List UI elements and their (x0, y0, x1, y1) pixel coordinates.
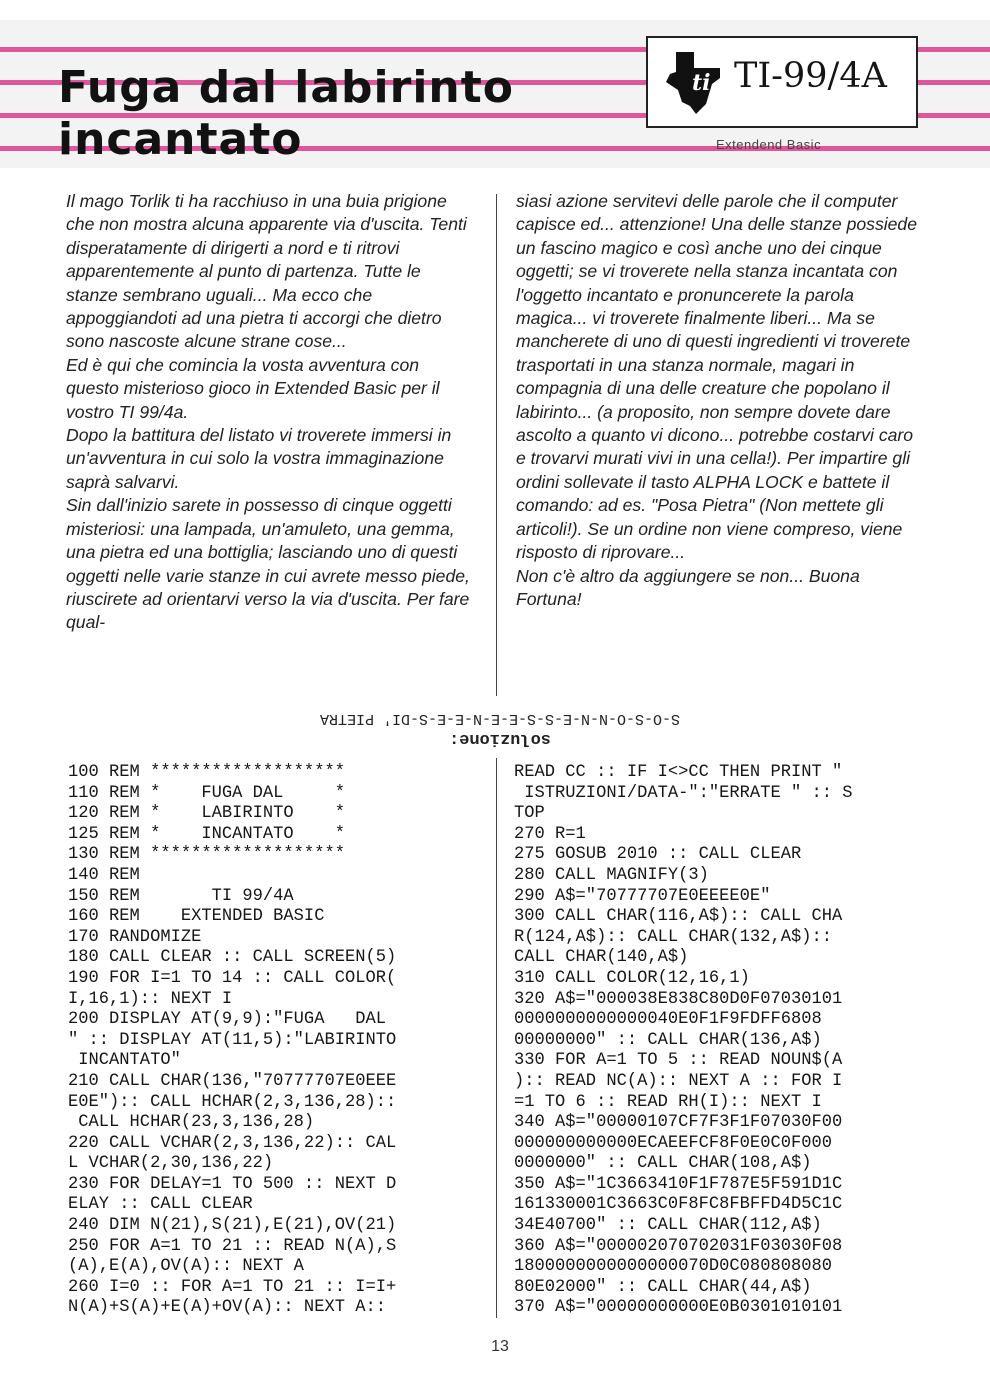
code-line: 190 FOR I=1 TO 14 :: CALL COLOR( (68, 968, 397, 988)
code-line: 220 CALL VCHAR(2,3,136,22):: CAL (68, 1133, 397, 1153)
paragraph: siasi azione servitevi delle parole che il computer capisce ed... attenzione! Una delle stanze possiede un fascino magico e così anche uno dei cinque oggetti; se vi troverete nella stanza incantata con l'oggetto incantato e pronuncerete la parola magica... vi troverete finalmente liberi... Ma se mancherete di uno di questi ingredienti vi troverete trasportati in una stanza normale, magari in compagnia di una delle creature che popolano il labirinto... (a proposito, non sempre dovete dare ascolto a quanto vi dicono... potrebbe costarvi caro e trovarvi murati vivi in una cella!). Per impartire gli ordini sollevate il tasto ALPHA LOCK e battete il comando: ad es. "Posa Pietra" (Non mettete gli articoli!). Se un ordine non viene compreso, viene risposto di riprovare... (516, 191, 918, 563)
code-line: 310 CALL COLOR(12,16,1) (514, 968, 750, 988)
code-line: 370 A$="00000000000E0B0301010101 (514, 1298, 843, 1318)
code-line: 160 REM EXTENDED BASIC (68, 907, 325, 927)
code-line: 80E02000" :: CALL CHAR(44,A$) (514, 1277, 812, 1297)
code-line: 34E40700" :: CALL CHAR(112,A$) (514, 1216, 822, 1236)
code-line: 100 REM ******************* (68, 763, 345, 782)
column-divider (496, 194, 497, 696)
code-line: =1 TO 6 :: READ RH(I):: NEXT I (514, 1092, 822, 1112)
code-line: 280 CALL MAGNIFY(3) (514, 865, 709, 885)
code-line: CALL HCHAR(23,3,136,28) (68, 1113, 315, 1133)
code-line: 260 I=0 :: FOR A=1 TO 21 :: I=I+ (68, 1277, 397, 1297)
code-line: 230 FOR DELAY=1 TO 500 :: NEXT D (68, 1174, 397, 1194)
code-line: 0000000" :: CALL CHAR(108,A$) (514, 1154, 812, 1174)
code-line: 000000000000ECAEEFCF8F0E0C0F000 (514, 1133, 832, 1153)
basic-listing-right (514, 763, 853, 1319)
code-line: CALL CHAR(140,A$) (514, 948, 689, 968)
code-line: 350 A$="1C3663410F1F787E5F591D1C (514, 1174, 843, 1194)
code-line: 130 REM ******************* (68, 845, 345, 865)
code-line: I,16,1):: NEXT I (68, 989, 233, 1009)
code-line: READ CC :: IF I<>CC THEN PRINT " (514, 763, 843, 782)
code-line: R(124,A$):: CALL CHAR(132,A$):: (514, 927, 832, 947)
paragraph: Sin dall'inizio sarete in possesso di cinque oggetti misteriosi: una lampada, un'amuleto, una gemma, una pietra ed una bottiglia; lasciando uno di questi oggetti nelle varie stanze in cui avrete messo piede, riuscirete ad orientarvi verso la via d'uscita. Per fare qual- (66, 495, 470, 633)
code-line: 270 R=1 (514, 824, 586, 844)
code-line: 180 CALL CLEAR :: CALL SCREEN(5) (68, 948, 397, 968)
code-line: 360 A$="000002070702031F03030F08 (514, 1236, 843, 1256)
system-badge (646, 36, 918, 128)
code-line: 240 DIM N(21),S(21),E(21),OV(21) (68, 1216, 397, 1236)
paragraph: Ed è qui che comincia la vosta avventura con questo misterioso gioco in Extended Basic per il vostro TI 99/4a. (66, 354, 440, 422)
code-line: 320 A$="000038E838C80D0F07030101 (514, 989, 843, 1009)
code-line: ELAY :: CALL CLEAR (68, 1195, 253, 1215)
code-line: " :: DISPLAY AT(11,5):"LABIRINTO (68, 1030, 397, 1050)
code-line: 161330001C3663C0F8FC8FBFFD4D5C1C (514, 1195, 843, 1215)
code-line: (A),E(A),OV(A):: NEXT A (68, 1257, 304, 1277)
code-line: ):: READ NC(A):: NEXT A :: FOR I (514, 1071, 843, 1091)
system-name: TI-99/4A (734, 56, 887, 96)
code-line: 290 A$="70777707E0EEEE0E" (514, 886, 771, 906)
intro-text-left (66, 190, 470, 635)
basic-listing-left (68, 763, 396, 1319)
svg-text:ti: ti (692, 70, 711, 96)
article-title: Fuga dal labirinto incantato (58, 62, 515, 165)
code-line: 275 GOSUB 2010 :: CALL CLEAR (514, 845, 802, 865)
paragraph: Non c'è altro da aggiungere se non... Buona Fortuna! (516, 565, 860, 609)
page-number: 13 (491, 1338, 509, 1355)
code-line: 150 REM TI 99/4A (68, 886, 294, 906)
code-line: 00000000" :: CALL CHAR(136,A$) (514, 1030, 822, 1050)
code-line: 0000000000000040E0F1F9FDFF6808 (514, 1010, 822, 1030)
code-line: 140 REM (68, 865, 140, 885)
code-line: 1800000000000000070D0C080808080 (514, 1257, 832, 1277)
code-line: 120 REM * LABIRINTO * (68, 804, 345, 824)
code-line: 330 FOR A=1 TO 5 :: READ NOUN$(A (514, 1051, 843, 1071)
code-line: 110 REM * FUGA DAL * (68, 783, 345, 803)
code-column-divider (496, 758, 497, 1318)
code-line: ISTRUZIONI/DATA-":"ERRATE " :: S (514, 783, 853, 803)
code-line: INCANTATO" (68, 1051, 181, 1071)
code-line: 170 RANDOMIZE (68, 927, 202, 947)
paragraph: Dopo la battitura del listato vi troverete immersi in un'avventura in cui solo la vostra immaginazione saprà salvarvi. (66, 425, 452, 492)
code-line: 250 FOR A=1 TO 21 :: READ N(A),S (68, 1236, 397, 1256)
language-label: Extendend Basic (716, 137, 822, 152)
code-line: 125 REM * INCANTATO * (68, 824, 345, 844)
solution-label: soluzione: (448, 729, 552, 748)
code-line: L VCHAR(2,30,136,22) (68, 1154, 274, 1174)
solution-answer: S-O-S-O-N-N-E-S-S-E-E-N-E-E-S-DI' PIETRA (319, 710, 681, 727)
code-line: 200 DISPLAY AT(9,9):"FUGA DAL (68, 1010, 386, 1030)
upside-down-solution (305, 706, 695, 748)
code-line: TOP (514, 804, 545, 824)
texas-instruments-logo-icon (660, 48, 728, 118)
code-line: N(A)+S(A)+E(A)+OV(A):: NEXT A:: (68, 1298, 386, 1318)
code-line: 340 A$="00000107CF7F3F1F07030F00 (514, 1113, 843, 1133)
code-line: 300 CALL CHAR(116,A$):: CALL CHA (514, 907, 843, 927)
paragraph: Il mago Torlik ti ha racchiuso in una buia prigione che non mostra alcuna apparente via d'uscita. Tenti disperatamente di dirigerti a nord e ti ritrovi apparentemente al punto di partenza. Tutte le stanze sembrano uguali... Ma ecco che appoggiandoti ad una pietra ti accorgi che dietro sono nascoste alcune strane cose... (66, 191, 467, 352)
code-line: 210 CALL CHAR(136,"70777707E0EEE (68, 1071, 397, 1091)
code-line: E0E"):: CALL HCHAR(2,3,136,28):: (68, 1092, 397, 1112)
intro-text-right (516, 190, 920, 611)
